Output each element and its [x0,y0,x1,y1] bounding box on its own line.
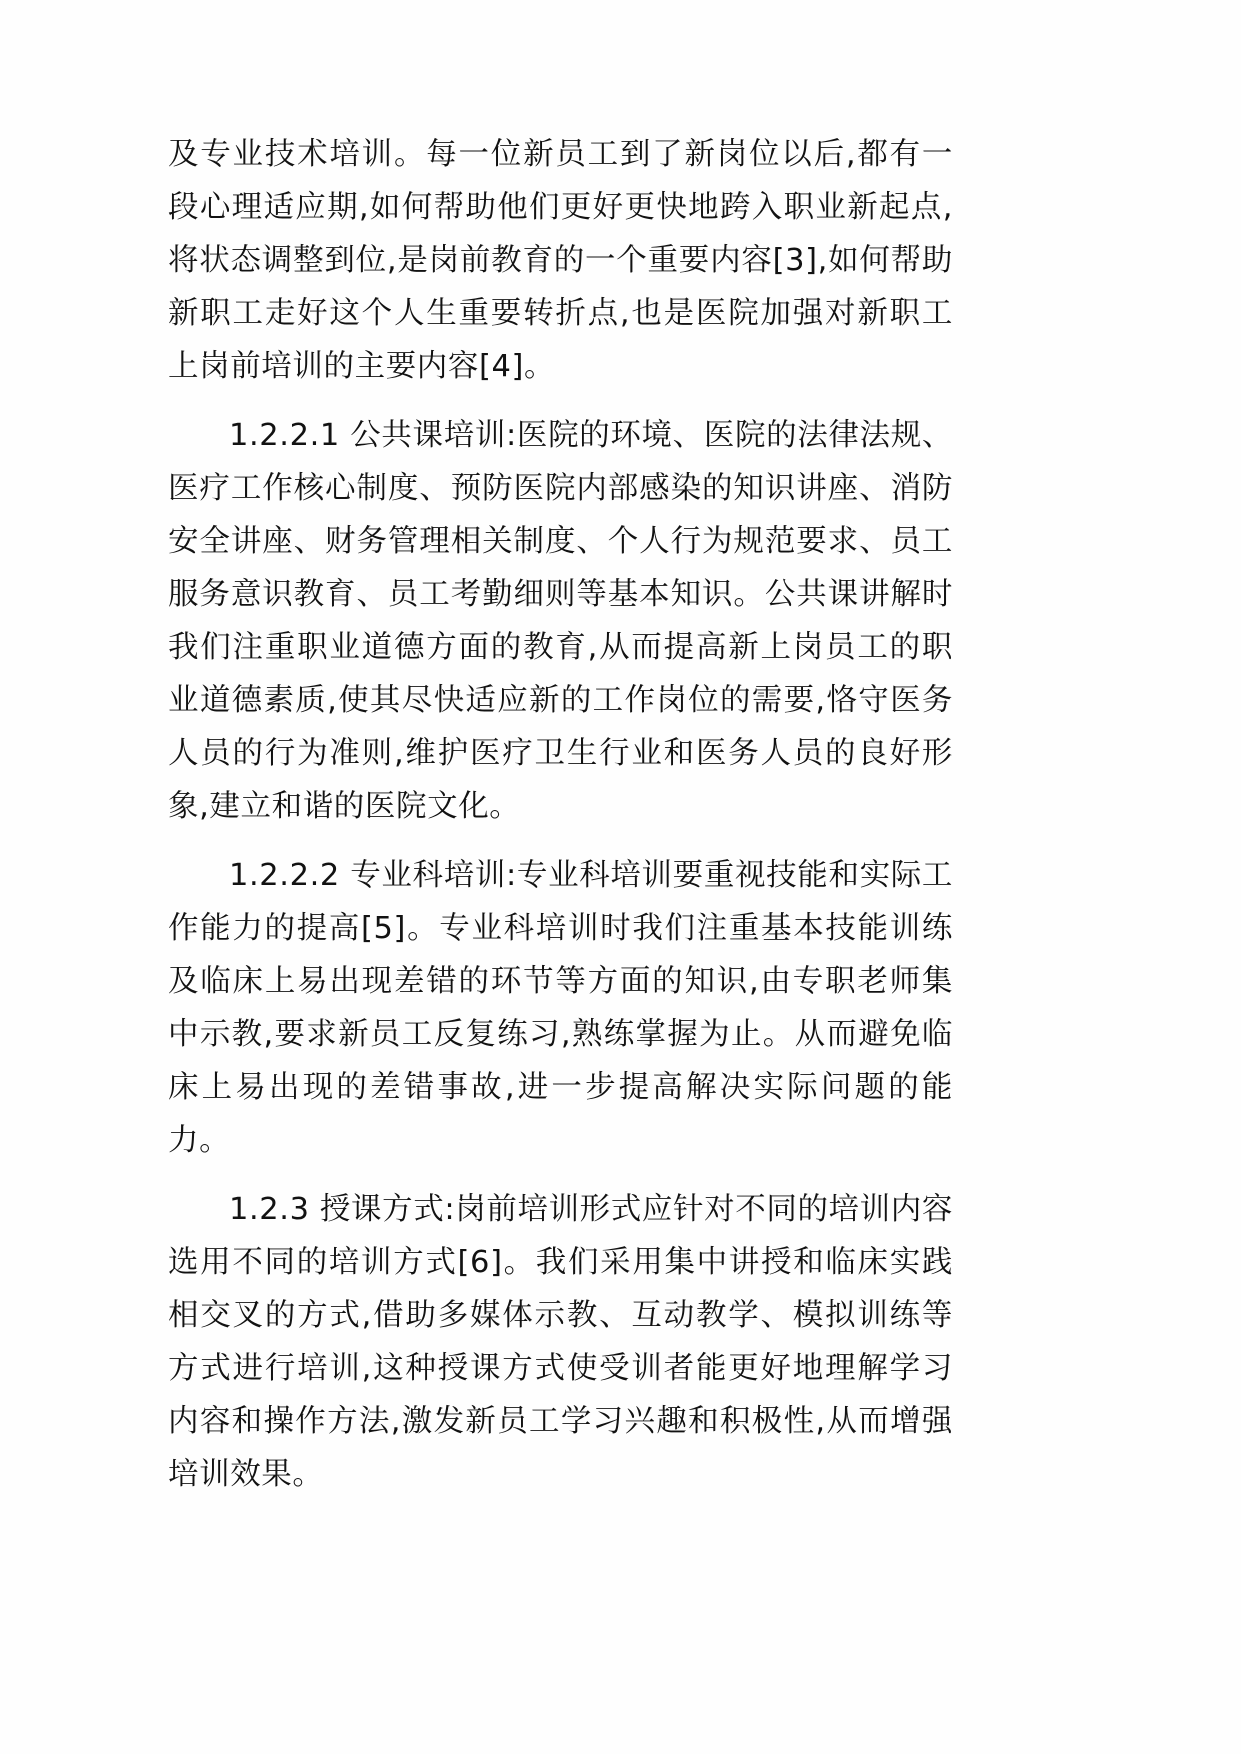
paragraph-section-1-2-2-1: 1.2.2.1 公共课培训:医院的环境、医院的法律法规、医疗工作核心制度、预防医院内部感染的知识讲座、消防安全讲座、财务管理相关制度、个人行为规范要求、员工服务意识教育、员工考勤细则等基本知识。公共课讲解时我们注重职业道德方面的教育,从而提高新上岗员工的职业道德素质,使其尽快适应新的工作岗位的需要,恪守医务人员的行为准则,维护医疗卫生行业和医务人员的良好形象,建立和谐的医院文化。 [168,418,953,824]
paragraph-section-1-2-2-2: 1.2.2.2 专业科培训:专业科培训要重视技能和实际工作能力的提高[5]。专业科培训时我们注重基本技能训练及临床上易出现差错的环节等方面的知识,由专职老师集中示教,要求新员工反复练习,熟练掌握为止。从而避免临床上易出现的差错事故,进一步提高解决实际问题的能力。 [168,858,953,1158]
page-body [168,128,953,1503]
paragraph-continued: 及专业技术培训。每一位新员工到了新岗位以后,都有一段心理适应期,如何帮助他们更好更快地跨入职业新起点,将状态调整到位,是岗前教育的一个重要内容[3],如何帮助新职工走好这个人生重要转折点,也是医院加强对新职工上岗前培训的主要内容[4]。 [168,137,953,384]
paragraph-section-1-2-3: 1.2.3 授课方式:岗前培训形式应针对不同的培训内容选用不同的培训方式[6]。我们采用集中讲授和临床实践相交叉的方式,借助多媒体示教、互动教学、模拟训练等方式进行培训,这种授课方式使受训者能更好地理解学习内容和操作方法,激发新员工学习兴趣和积极性,从而增强培训效果。 [168,1192,953,1492]
